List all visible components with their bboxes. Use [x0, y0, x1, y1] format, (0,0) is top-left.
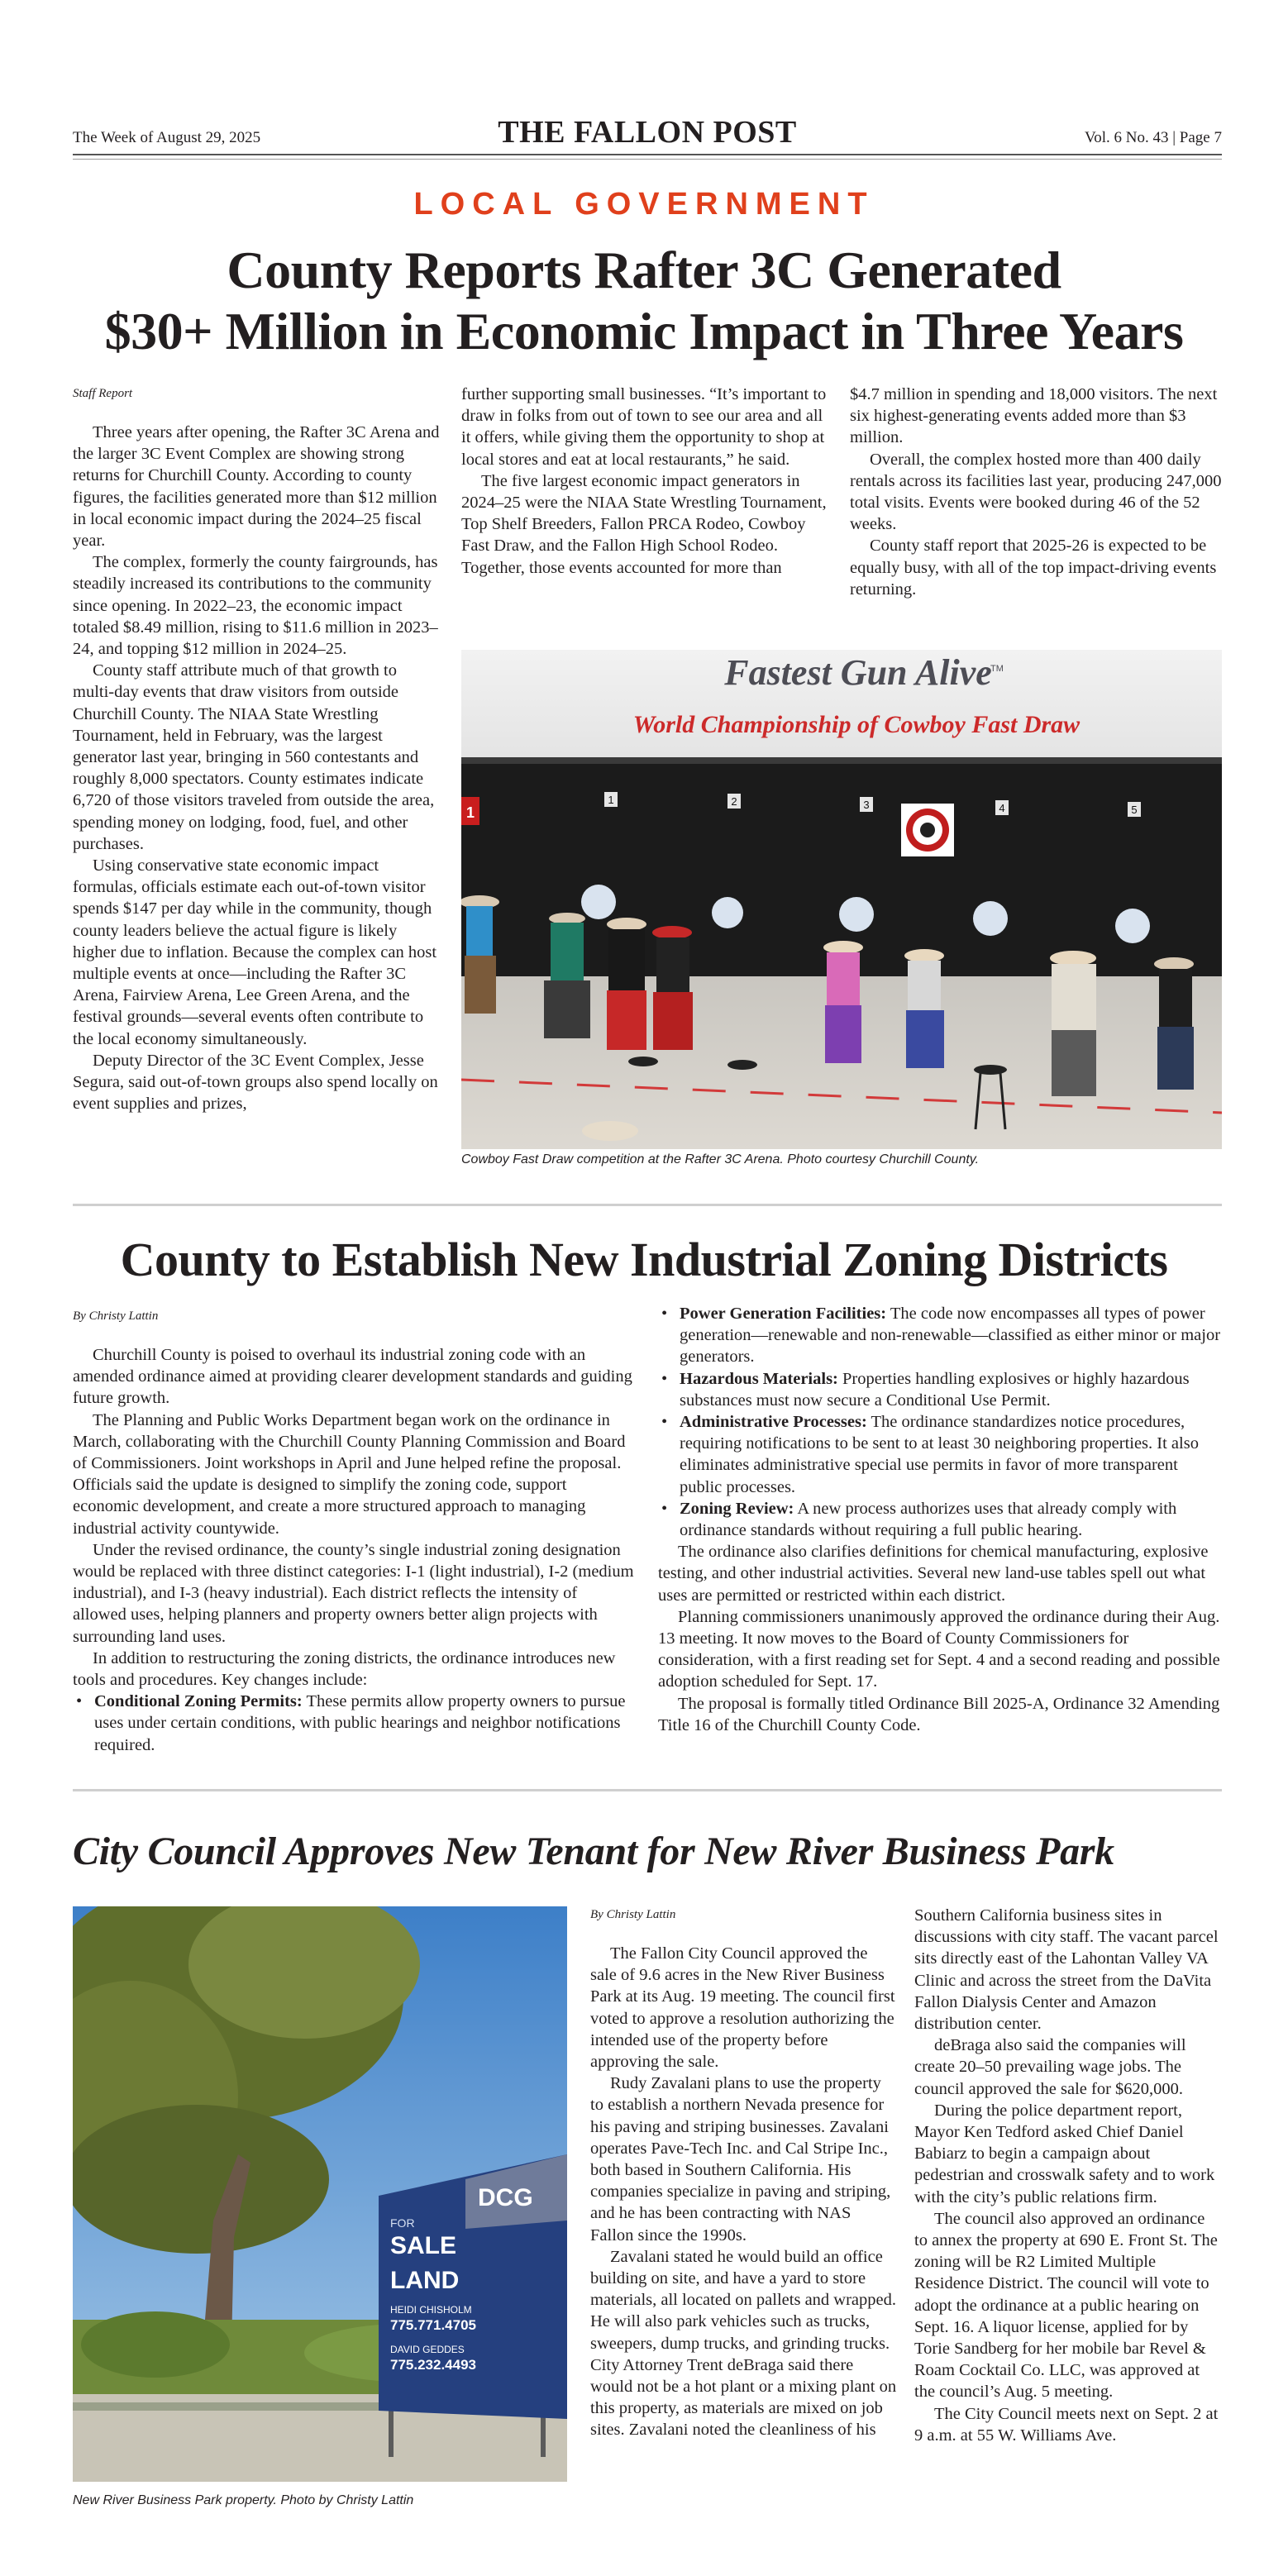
- sign-land: LAND: [390, 2267, 460, 2294]
- fast-draw-illustration: [461, 650, 1222, 1149]
- article2-column-2: [658, 1303, 1222, 1736]
- paragraph: The ordinance also clarifies definitions for chemical manufacturing, explosive testing, and other industrial activities. Several new land-use tables spell out what uses are permitted or restricted within each district.: [658, 1543, 1209, 1605]
- agent2-name: DAVID GEDDES: [390, 2344, 465, 2355]
- bullet-term: Conditional Zoning Permits:: [94, 1692, 303, 1711]
- paragraph: Southern California business sites in discussions with city staff. The vacant parcel sits directly east of the Lahontan Valley VA Clinic and across the street from the DaVita Fallon Dialysis Center and Amazon distribution center.: [914, 1906, 1219, 2034]
- lane-number: 1: [608, 794, 614, 806]
- business-park-photo: [73, 1906, 567, 2482]
- agent2-phone: 775.232.4493: [390, 2357, 476, 2373]
- article1-column-3: [850, 384, 1222, 600]
- photo2-caption: New River Business Park property. Photo by Christy Lattin: [73, 2493, 414, 2507]
- agent1-phone: 775.771.4705: [390, 2317, 476, 2333]
- article1-byline: Staff Report: [73, 387, 133, 400]
- lane-number: 5: [1131, 804, 1138, 816]
- paragraph: County staff attribute much of that growth to multi-day events that draw visitors from outside Churchill County. The NIAA State Wrestling Tournament, held in February, was the largest generator last year, bringing in 560 contestants and roughly 8,000 spectators. County estimates indicate 6,720 of those visitors traveled from outside the area, spending money on lodging, food, fuel, and other purchases.: [73, 661, 435, 853]
- hat-on-floor: [582, 1121, 638, 1141]
- masthead-rule: [73, 154, 1222, 155]
- bullet-text: Properties handling explosives or highly hazardous substances must now secure a Conditional Use Permit.: [680, 1369, 1190, 1410]
- paragraph: The City Council meets next on Sept. 2 at 9 a.m. at 55 W. Williams Ave.: [914, 2404, 1219, 2445]
- lane-number: 4: [999, 802, 1005, 814]
- paragraph: The council also approved an ordinance to annex the property at 690 E. Front St. The zoning will be R2 Limited Multiple Residence District. The council will vote to adopt the ordinance at a public hearing on Sept. 16. A liquor license, applied for by Torie Sandberg for her mobile bar Revel & Roam Cocktail Co. LLC, was approved at the council’s Aug. 5 meeting.: [914, 2209, 1218, 2402]
- left-lane-number: 1: [465, 804, 475, 821]
- paragraph: Deputy Director of the 3C Event Complex, Jesse Segura, said out-of-town groups also spend locally on event supplies and prizes,: [73, 1051, 438, 1114]
- list-item: [658, 1411, 1222, 1498]
- article3-headline: City Council Approves New Tenant for New River Business Park: [73, 1829, 1114, 1873]
- banner-trademark: TM: [990, 664, 1004, 674]
- section-kicker: LOCAL GOVERNMENT: [413, 187, 875, 222]
- volume-page: Vol. 6 No. 43 | Page 7: [1084, 129, 1222, 146]
- paragraph: The Fallon City Council approved the sale of 9.6 acres in the New River Business Park at its Aug. 19 meeting. The council first voted to approve a resolution authorizing the intended use of the property before approving the sale.: [590, 1944, 895, 2072]
- bullet-text: These permits allow property owners to pursue uses under certain conditions, with public hearings and neighbor notifications required.: [94, 1692, 626, 1754]
- bullet-text: The code now encompasses all types of power generation—renewable and non-renewable—classified as either minor or major generators.: [680, 1305, 1221, 1367]
- key-changes-list: [73, 1691, 635, 1756]
- paragraph: Three years after opening, the Rafter 3C Arena and the larger 3C Event Complex are showing strong returns for Churchill County. According to county figures, the facilities generated more than $12 million in local economic impact during the 2024–25 fiscal year.: [73, 423, 440, 551]
- paragraph: Using conservative state economic impact formulas, officials estimate each out-of-town visitor spends $147 per day while in the community, though county leaders believe the actual figure is likely higher due to inflation. Because the complex can host multiple events at once—including the Rafter 3C Arena, Fairview Arena, Lee Green Arena, and the festival grounds—several events often contribute to the local economy simultaneously.: [73, 856, 437, 1048]
- article1-headline-line1: County Reports Rafter 3C Generated: [227, 241, 1061, 299]
- paragraph: deBraga also said the companies will create 20–50 prevailing wage jobs. The council approved the sale for $620,000.: [914, 2036, 1186, 2098]
- photo1-caption: Cowboy Fast Draw competition at the Rafter 3C Arena. Photo courtesy Churchill County.: [461, 1152, 980, 1166]
- paragraph: The proposal is formally titled Ordinance Bill 2025-A, Ordinance 32 Amending Title 16 of the Churchill County Code.: [658, 1694, 1220, 1734]
- article2-headline: County to Establish New Industrial Zoning Districts: [120, 1233, 1168, 1286]
- key-changes-list-continued: [658, 1303, 1222, 1541]
- sign-for: FOR: [390, 2216, 415, 2230]
- paragraph: $4.7 million in spending and 18,000 visitors. The next six highest-generating events added more than $3 million.: [850, 385, 1218, 447]
- paragraph: further supporting small businesses. “It’s important to draw in folks from out of town to see our area and all it offers, while giving them the opportunity to shop at local stores and eat at local restaurants,” he said.: [461, 385, 827, 469]
- section-divider: [73, 1789, 1222, 1791]
- business-park-illustration: [73, 1906, 567, 2482]
- bullet-term: Power Generation Facilities:: [680, 1305, 887, 1323]
- sign-sale: SALE: [390, 2232, 457, 2259]
- article3-column-2: [914, 1905, 1222, 2446]
- paragraph: The Planning and Public Works Department began work on the ordinance in March, collaborating with the Churchill County Planning Commission and Board of Commissioners. Joint workshops in April and June helped refine the proposal. Officials said the update is designed to simplify the zoning code, support economic development, and create a more structured approach to managing industrial activity countywide.: [73, 1410, 626, 1538]
- agent1-name: HEIDI CHISHOLM: [390, 2304, 472, 2316]
- section-divider: [73, 1204, 1222, 1206]
- list-item: [73, 1691, 635, 1756]
- club-logo: [901, 804, 954, 856]
- paragraph: Zavalani stated he would build an office building on site, and have a yard to store materials, all located on pallets and wrapped. He will also park vehicles such as trucks, sweepers, dump trucks, and grinding trucks. City Attorney Trent deBraga said there would not be a hot plant or a mixing plant on this property, as materials are mixed on job sites. Zavalani noted the cleanliness of his: [590, 2247, 897, 2440]
- paragraph: County staff report that 2025-26 is expected to be equally busy, with all of the top impact-driving events returning.: [850, 537, 1217, 599]
- publication-name: THE FALLON POST: [498, 115, 797, 150]
- list-item: [658, 1303, 1222, 1368]
- paragraph: During the police department report, Mayor Ken Tedford asked Chief Daniel Babiarz to begin a campaign about pedestrian and crosswalk safety and to work with the city’s public relations firm.: [914, 2101, 1215, 2206]
- article2-column-1: [73, 1344, 635, 1756]
- paragraph: In addition to restructuring the zoning districts, the ordinance introduces new tools and procedures. Key changes include:: [73, 1648, 616, 1690]
- paragraph: The five largest economic impact generators in 2024–25 were the NIAA State Wrestling Tournament, Top Shelf Breeders, Fallon PRCA Rodeo, Cowboy Fast Draw, and the Fallon High School Rodeo. Together, those events accounted for more than: [461, 471, 827, 577]
- bullet-text: The ordinance standardizes notice procedures, requiring notifications to be sent to at least 30 neighboring properties. It also eliminates administrative special use permits in favor of more transparent public processes.: [680, 1413, 1199, 1496]
- article3-byline: By Christy Lattin: [590, 1908, 676, 1921]
- for-sale-sign: [379, 2154, 567, 2457]
- paragraph: The complex, formerly the county fairgrounds, has steadily increased its contributions to the community since opening. In 2022–23, the economic impact totaled $8.49 million, rising to $11.6 million in 2023–24, and topping $12 million in 2024–25.: [73, 553, 438, 659]
- bullet-text: A new process authorizes uses that already comply with ordinance standards without requiring a full public hearing.: [680, 1499, 1177, 1540]
- article1-headline-line2: $30+ Million in Economic Impact in Three Years: [104, 302, 1184, 360]
- paragraph: Planning commissioners unanimously approved the ordinance during their Aug. 13 meeting. It now moves to the Board of County Commissioners for consideration, with a first reading set for Sept. 4 and a second reading and possible adoption scheduled for Sept. 17.: [658, 1607, 1220, 1691]
- paragraph: Overall, the complex hosted more than 400 daily rentals across its facilities last year, producing 247,000 total visits. Events were booked during 46 of the 52 weeks.: [850, 450, 1222, 534]
- paragraph: Churchill County is poised to overhaul its industrial zoning code with an amended ordinance aimed at providing clearer development standards and guiding future growth.: [73, 1346, 632, 1408]
- article3-column-1: [590, 1943, 898, 2441]
- paragraph: Under the revised ordinance, the county’s single industrial zoning designation would be replaced with three distinct categories: I-1 (light industrial), I-2 (medium industrial), and I-3 (heavy industrial). Each district reflects the intensity of allowed uses, helping planners and property owners better align projects with surrounding land uses.: [73, 1540, 634, 1646]
- article1-headline: [50, 240, 1238, 362]
- issue-date: The Week of August 29, 2025: [73, 129, 261, 146]
- bullet-term: Administrative Processes:: [680, 1413, 867, 1432]
- banner-title: Fastest Gun Alive: [724, 652, 992, 693]
- sign-logo: DCG: [478, 2184, 533, 2211]
- fast-draw-photo: [461, 650, 1222, 1149]
- paragraph: Rudy Zavalani plans to use the property to establish a northern Nevada presence for his paving and striping businesses. Zavalani operates Pave-Tech Inc. and Cal Stripe Inc., both based in Southern California. His companies specialize in paving and striping, and he has been contracting with NAS Fallon since the 1990s.: [590, 2074, 891, 2244]
- masthead: [73, 114, 1222, 154]
- article1-column-1: [73, 422, 440, 1115]
- lane-number: 3: [863, 799, 870, 811]
- banner-subtitle: World Championship of Cowboy Fast Draw: [632, 711, 1080, 738]
- bullet-term: Zoning Review:: [680, 1499, 794, 1518]
- list-item: [658, 1368, 1222, 1411]
- lane-number: 2: [731, 795, 737, 808]
- masthead-rule-thin: [73, 159, 1222, 160]
- article1-column-2: [461, 384, 830, 579]
- article2-byline: By Christy Lattin: [73, 1309, 159, 1323]
- list-item: [658, 1498, 1222, 1541]
- bullet-term: Hazardous Materials:: [680, 1369, 838, 1388]
